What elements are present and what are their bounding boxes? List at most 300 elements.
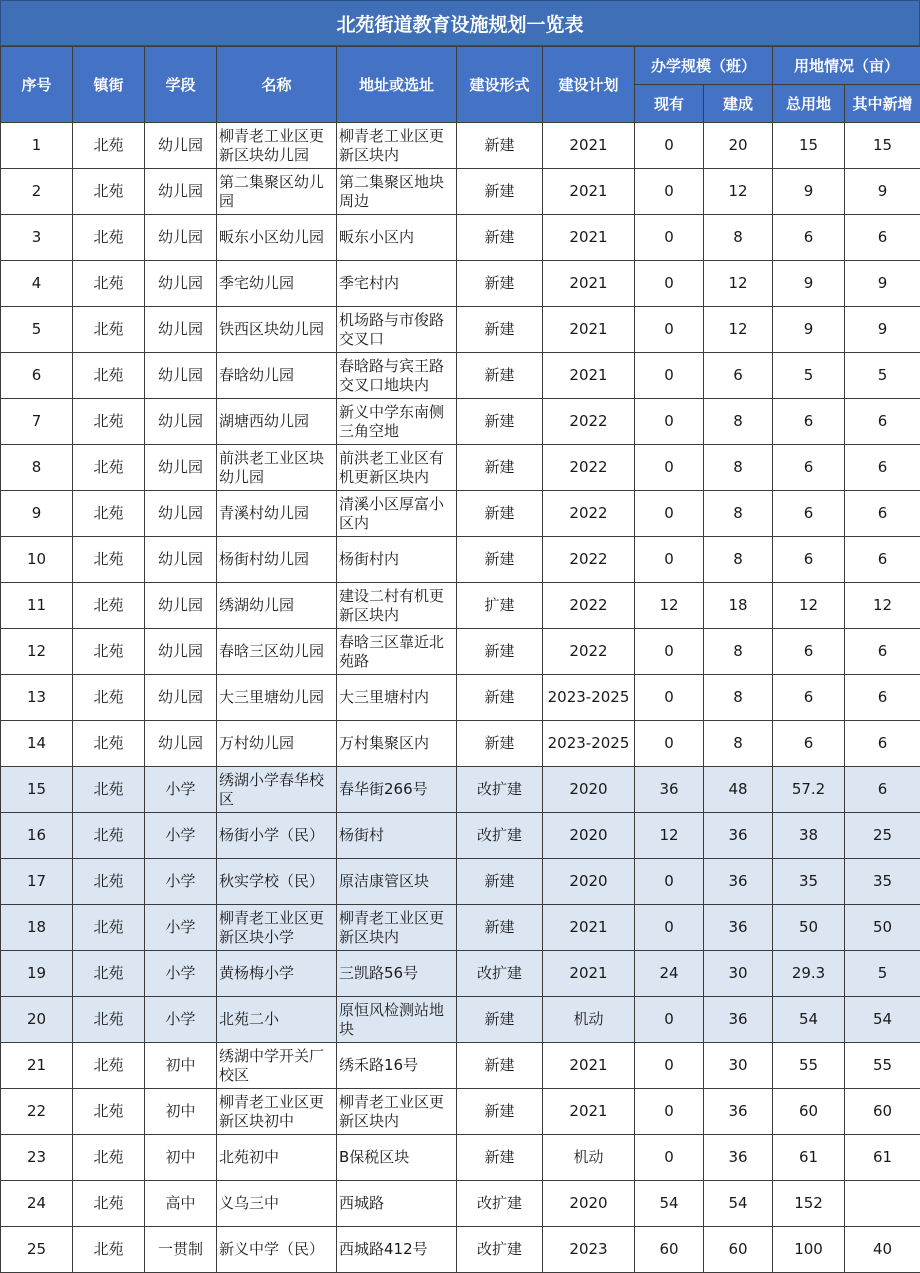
cell-land-new: 6 (845, 399, 920, 445)
cell-stage: 幼儿园 (145, 215, 217, 261)
cell-scale-build: 12 (704, 307, 773, 353)
cell-form: 改扩建 (457, 767, 543, 813)
cell-form: 新建 (457, 123, 543, 169)
cell-scale-now: 36 (635, 767, 704, 813)
cell-form: 新建 (457, 905, 543, 951)
cell-plan: 2021 (543, 215, 635, 261)
table-row (1, 675, 920, 721)
cell-plan: 2020 (543, 813, 635, 859)
cell-seq: 17 (1, 859, 73, 905)
cell-town: 北苑 (73, 721, 145, 767)
header-scale-now: 现有 (635, 85, 704, 123)
cell-scale-build: 18 (704, 583, 773, 629)
cell-stage: 小学 (145, 997, 217, 1043)
cell-land-total: 9 (773, 261, 845, 307)
cell-land-total: 54 (773, 997, 845, 1043)
cell-address: 杨街村 (337, 813, 457, 859)
cell-name: 季宅幼儿园 (217, 261, 337, 307)
cell-scale-now: 0 (635, 307, 704, 353)
table-row (1, 307, 920, 353)
cell-scale-build: 36 (704, 813, 773, 859)
cell-land-total: 55 (773, 1043, 845, 1089)
cell-scale-build: 6 (704, 353, 773, 399)
cell-plan: 2021 (543, 261, 635, 307)
cell-scale-build: 54 (704, 1181, 773, 1227)
cell-seq: 6 (1, 353, 73, 399)
cell-plan: 2023 (543, 1227, 635, 1273)
cell-name: 杨街村幼儿园 (217, 537, 337, 583)
cell-land-total: 6 (773, 491, 845, 537)
cell-stage: 小学 (145, 767, 217, 813)
header-land: 用地情况（亩） (773, 47, 920, 85)
cell-plan: 2022 (543, 537, 635, 583)
cell-name: 湖塘西幼儿园 (217, 399, 337, 445)
cell-form: 改扩建 (457, 951, 543, 997)
cell-stage: 幼儿园 (145, 491, 217, 537)
cell-town: 北苑 (73, 859, 145, 905)
cell-plan: 2021 (543, 169, 635, 215)
cell-land-total: 6 (773, 629, 845, 675)
cell-scale-now: 0 (635, 537, 704, 583)
cell-address: 春晗三区靠近北苑路 (337, 629, 457, 675)
cell-form: 改扩建 (457, 1181, 543, 1227)
cell-stage: 小学 (145, 813, 217, 859)
table-row (1, 859, 920, 905)
cell-stage: 幼儿园 (145, 675, 217, 721)
cell-name: 柳青老工业区更新区块初中 (217, 1089, 337, 1135)
cell-land-total: 57.2 (773, 767, 845, 813)
cell-address: 绣禾路16号 (337, 1043, 457, 1089)
header-land-new: 其中新增 (845, 85, 920, 123)
cell-land-new: 25 (845, 813, 920, 859)
cell-name: 绣湖小学春华校区 (217, 767, 337, 813)
table-row (1, 629, 920, 675)
header-land-total: 总用地 (773, 85, 845, 123)
cell-land-total: 5 (773, 353, 845, 399)
cell-name: 前洪老工业区块幼儿园 (217, 445, 337, 491)
table-row (1, 491, 920, 537)
table-row (1, 767, 920, 813)
cell-scale-build: 8 (704, 675, 773, 721)
cell-stage: 幼儿园 (145, 629, 217, 675)
cell-scale-now: 0 (635, 353, 704, 399)
cell-seq: 19 (1, 951, 73, 997)
cell-land-new: 61 (845, 1135, 920, 1181)
cell-seq: 15 (1, 767, 73, 813)
cell-scale-build: 48 (704, 767, 773, 813)
cell-seq: 5 (1, 307, 73, 353)
cell-form: 新建 (457, 445, 543, 491)
cell-name: 秋实学校（民） (217, 859, 337, 905)
cell-address: 原恒风检测站地块 (337, 997, 457, 1043)
cell-plan: 2021 (543, 1043, 635, 1089)
cell-land-new: 12 (845, 583, 920, 629)
cell-land-total: 6 (773, 445, 845, 491)
table-row (1, 905, 920, 951)
cell-scale-build: 8 (704, 399, 773, 445)
cell-land-total: 61 (773, 1135, 845, 1181)
table-row (1, 261, 920, 307)
table-row (1, 123, 920, 169)
cell-name: 绣湖幼儿园 (217, 583, 337, 629)
cell-scale-now: 0 (635, 169, 704, 215)
cell-form: 新建 (457, 1043, 543, 1089)
cell-scale-build: 36 (704, 905, 773, 951)
cell-land-new: 5 (845, 353, 920, 399)
cell-land-total: 12 (773, 583, 845, 629)
cell-plan: 2021 (543, 123, 635, 169)
cell-address: 春晗路与宾王路交叉口地块内 (337, 353, 457, 399)
cell-plan: 2022 (543, 445, 635, 491)
cell-address: B保税区块 (337, 1135, 457, 1181)
cell-address: 柳青老工业区更新区块内 (337, 1089, 457, 1135)
cell-form: 改扩建 (457, 813, 543, 859)
cell-land-new: 6 (845, 215, 920, 261)
cell-stage: 小学 (145, 951, 217, 997)
cell-land-new: 15 (845, 123, 920, 169)
cell-town: 北苑 (73, 1227, 145, 1273)
cell-town: 北苑 (73, 1181, 145, 1227)
cell-stage: 初中 (145, 1089, 217, 1135)
cell-plan: 2021 (543, 353, 635, 399)
cell-name: 春晗幼儿园 (217, 353, 337, 399)
cell-town: 北苑 (73, 629, 145, 675)
cell-land-new: 6 (845, 445, 920, 491)
cell-town: 北苑 (73, 905, 145, 951)
cell-form: 新建 (457, 537, 543, 583)
table-row (1, 813, 920, 859)
cell-form: 新建 (457, 307, 543, 353)
cell-stage: 幼儿园 (145, 123, 217, 169)
cell-scale-now: 0 (635, 491, 704, 537)
table-row (1, 1135, 920, 1181)
cell-stage: 幼儿园 (145, 537, 217, 583)
header-seq: 序号 (1, 47, 73, 123)
cell-town: 北苑 (73, 997, 145, 1043)
cell-name: 第二集聚区幼儿园 (217, 169, 337, 215)
cell-scale-now: 0 (635, 629, 704, 675)
cell-land-new (845, 1181, 920, 1227)
cell-scale-now: 0 (635, 215, 704, 261)
header-stage: 学段 (145, 47, 217, 123)
cell-seq: 10 (1, 537, 73, 583)
cell-land-new: 9 (845, 261, 920, 307)
header-scale-build: 建成 (704, 85, 773, 123)
cell-name: 铁西区块幼儿园 (217, 307, 337, 353)
cell-plan: 2020 (543, 1181, 635, 1227)
cell-scale-now: 0 (635, 445, 704, 491)
cell-land-new: 35 (845, 859, 920, 905)
cell-seq: 2 (1, 169, 73, 215)
cell-scale-build: 36 (704, 859, 773, 905)
cell-town: 北苑 (73, 951, 145, 997)
cell-scale-build: 36 (704, 997, 773, 1043)
cell-land-new: 55 (845, 1043, 920, 1089)
cell-scale-build: 20 (704, 123, 773, 169)
cell-name: 青溪村幼儿园 (217, 491, 337, 537)
table-row (1, 353, 920, 399)
cell-scale-build: 60 (704, 1227, 773, 1273)
cell-scale-build: 8 (704, 491, 773, 537)
table-row (1, 1043, 920, 1089)
cell-town: 北苑 (73, 813, 145, 859)
cell-land-total: 50 (773, 905, 845, 951)
cell-seq: 18 (1, 905, 73, 951)
cell-stage: 幼儿园 (145, 445, 217, 491)
cell-plan: 2022 (543, 399, 635, 445)
cell-town: 北苑 (73, 1089, 145, 1135)
cell-land-total: 6 (773, 537, 845, 583)
cell-seq: 11 (1, 583, 73, 629)
cell-stage: 幼儿园 (145, 721, 217, 767)
cell-stage: 幼儿园 (145, 169, 217, 215)
cell-scale-build: 30 (704, 1043, 773, 1089)
header-scale: 办学规模（班） (635, 47, 773, 85)
cell-address: 建设二村有机更新区块内 (337, 583, 457, 629)
cell-form: 新建 (457, 1135, 543, 1181)
cell-stage: 初中 (145, 1043, 217, 1089)
cell-address: 大三里塘村内 (337, 675, 457, 721)
cell-scale-build: 30 (704, 951, 773, 997)
cell-form: 新建 (457, 629, 543, 675)
cell-form: 新建 (457, 721, 543, 767)
header-town: 镇街 (73, 47, 145, 123)
cell-land-new: 60 (845, 1089, 920, 1135)
cell-land-new: 9 (845, 307, 920, 353)
header-name: 名称 (217, 47, 337, 123)
cell-stage: 小学 (145, 859, 217, 905)
cell-stage: 幼儿园 (145, 399, 217, 445)
cell-seq: 14 (1, 721, 73, 767)
cell-town: 北苑 (73, 445, 145, 491)
cell-town: 北苑 (73, 353, 145, 399)
cell-land-new: 6 (845, 629, 920, 675)
cell-address: 季宅村内 (337, 261, 457, 307)
cell-seq: 24 (1, 1181, 73, 1227)
cell-name: 畈东小区幼儿园 (217, 215, 337, 261)
cell-name: 新义中学（民） (217, 1227, 337, 1273)
cell-stage: 小学 (145, 905, 217, 951)
cell-form: 改扩建 (457, 1227, 543, 1273)
cell-name: 春晗三区幼儿园 (217, 629, 337, 675)
table-row (1, 951, 920, 997)
cell-town: 北苑 (73, 169, 145, 215)
cell-plan: 2021 (543, 905, 635, 951)
cell-plan: 2022 (543, 629, 635, 675)
cell-form: 新建 (457, 215, 543, 261)
cell-plan: 2021 (543, 307, 635, 353)
cell-land-total: 35 (773, 859, 845, 905)
cell-name: 绣湖中学开关厂校区 (217, 1043, 337, 1089)
cell-land-total: 6 (773, 399, 845, 445)
cell-scale-build: 8 (704, 445, 773, 491)
cell-plan: 2021 (543, 1089, 635, 1135)
cell-land-new: 54 (845, 997, 920, 1043)
cell-scale-now: 0 (635, 399, 704, 445)
cell-address: 前洪老工业区有机更新区块内 (337, 445, 457, 491)
cell-form: 新建 (457, 169, 543, 215)
cell-address: 清溪小区厚富小区内 (337, 491, 457, 537)
table-row (1, 997, 920, 1043)
cell-seq: 4 (1, 261, 73, 307)
cell-plan: 2022 (543, 491, 635, 537)
cell-name: 北苑二小 (217, 997, 337, 1043)
cell-address: 畈东小区内 (337, 215, 457, 261)
cell-plan: 2020 (543, 767, 635, 813)
cell-stage: 高中 (145, 1181, 217, 1227)
cell-form: 新建 (457, 1089, 543, 1135)
cell-seq: 25 (1, 1227, 73, 1273)
cell-scale-now: 12 (635, 583, 704, 629)
cell-address: 机场路与市俊路交叉口 (337, 307, 457, 353)
cell-scale-now: 0 (635, 1135, 704, 1181)
cell-town: 北苑 (73, 1043, 145, 1089)
cell-scale-now: 54 (635, 1181, 704, 1227)
cell-scale-now: 12 (635, 813, 704, 859)
cell-address: 春华街266号 (337, 767, 457, 813)
cell-scale-now: 60 (635, 1227, 704, 1273)
cell-town: 北苑 (73, 537, 145, 583)
cell-stage: 幼儿园 (145, 353, 217, 399)
cell-land-new: 6 (845, 537, 920, 583)
cell-name: 义乌三中 (217, 1181, 337, 1227)
cell-town: 北苑 (73, 675, 145, 721)
cell-scale-now: 0 (635, 261, 704, 307)
cell-seq: 12 (1, 629, 73, 675)
cell-stage: 幼儿园 (145, 583, 217, 629)
cell-address: 柳青老工业区更新区块内 (337, 123, 457, 169)
cell-scale-build: 12 (704, 261, 773, 307)
cell-address: 西城路 (337, 1181, 457, 1227)
cell-town: 北苑 (73, 261, 145, 307)
cell-land-total: 29.3 (773, 951, 845, 997)
cell-seq: 3 (1, 215, 73, 261)
cell-plan: 2021 (543, 951, 635, 997)
cell-scale-build: 36 (704, 1089, 773, 1135)
cell-plan: 机动 (543, 1135, 635, 1181)
cell-plan: 2023-2025 (543, 675, 635, 721)
cell-scale-now: 0 (635, 905, 704, 951)
cell-form: 新建 (457, 261, 543, 307)
cell-seq: 9 (1, 491, 73, 537)
table-row (1, 169, 920, 215)
cell-address: 万村集聚区内 (337, 721, 457, 767)
cell-town: 北苑 (73, 215, 145, 261)
header-address: 地址或选址 (337, 47, 457, 123)
table-row (1, 399, 920, 445)
table-row (1, 215, 920, 261)
cell-land-total: 9 (773, 169, 845, 215)
cell-land-total: 15 (773, 123, 845, 169)
cell-land-total: 9 (773, 307, 845, 353)
cell-seq: 20 (1, 997, 73, 1043)
table-row (1, 583, 920, 629)
header-form: 建设形式 (457, 47, 543, 123)
table-row (1, 1089, 920, 1135)
cell-land-total: 152 (773, 1181, 845, 1227)
cell-stage: 幼儿园 (145, 261, 217, 307)
cell-name: 大三里塘幼儿园 (217, 675, 337, 721)
cell-scale-now: 0 (635, 1089, 704, 1135)
cell-form: 扩建 (457, 583, 543, 629)
cell-scale-now: 0 (635, 721, 704, 767)
cell-town: 北苑 (73, 399, 145, 445)
table-row (1, 1227, 920, 1273)
cell-land-new: 6 (845, 675, 920, 721)
header-plan: 建设计划 (543, 47, 635, 123)
cell-name: 柳青老工业区更新区块幼儿园 (217, 123, 337, 169)
cell-town: 北苑 (73, 123, 145, 169)
cell-town: 北苑 (73, 583, 145, 629)
cell-town: 北苑 (73, 767, 145, 813)
cell-address: 新义中学东南侧三角空地 (337, 399, 457, 445)
cell-form: 新建 (457, 491, 543, 537)
cell-address: 第二集聚区地块周边 (337, 169, 457, 215)
cell-plan: 2023-2025 (543, 721, 635, 767)
cell-scale-now: 0 (635, 859, 704, 905)
cell-form: 新建 (457, 675, 543, 721)
cell-form: 新建 (457, 353, 543, 399)
table-body (1, 123, 920, 1273)
cell-seq: 22 (1, 1089, 73, 1135)
cell-scale-now: 0 (635, 997, 704, 1043)
cell-land-new: 6 (845, 767, 920, 813)
cell-scale-build: 8 (704, 215, 773, 261)
cell-stage: 一贯制 (145, 1227, 217, 1273)
cell-town: 北苑 (73, 1135, 145, 1181)
cell-seq: 21 (1, 1043, 73, 1089)
table-row (1, 537, 920, 583)
cell-name: 杨街小学（民） (217, 813, 337, 859)
cell-plan: 2020 (543, 859, 635, 905)
cell-plan: 机动 (543, 997, 635, 1043)
table-row (1, 445, 920, 491)
cell-scale-now: 24 (635, 951, 704, 997)
cell-stage: 幼儿园 (145, 307, 217, 353)
cell-land-new: 5 (845, 951, 920, 997)
cell-scale-now: 0 (635, 1043, 704, 1089)
cell-scale-build: 8 (704, 629, 773, 675)
cell-name: 柳青老工业区更新区块小学 (217, 905, 337, 951)
cell-address: 杨街村内 (337, 537, 457, 583)
cell-seq: 23 (1, 1135, 73, 1181)
cell-land-new: 6 (845, 721, 920, 767)
cell-seq: 7 (1, 399, 73, 445)
cell-stage: 初中 (145, 1135, 217, 1181)
table-row (1, 1181, 920, 1227)
cell-seq: 8 (1, 445, 73, 491)
facility-table (0, 46, 920, 1273)
cell-plan: 2022 (543, 583, 635, 629)
cell-seq: 13 (1, 675, 73, 721)
cell-land-new: 6 (845, 491, 920, 537)
cell-address: 柳青老工业区更新区块内 (337, 905, 457, 951)
cell-seq: 16 (1, 813, 73, 859)
cell-scale-now: 0 (635, 123, 704, 169)
cell-form: 新建 (457, 399, 543, 445)
cell-name: 北苑初中 (217, 1135, 337, 1181)
page-title: 北苑街道教育设施规划一览表 (0, 0, 920, 46)
cell-land-total: 38 (773, 813, 845, 859)
cell-name: 万村幼儿园 (217, 721, 337, 767)
cell-land-new: 50 (845, 905, 920, 951)
cell-address: 原洁康管区块 (337, 859, 457, 905)
cell-land-total: 100 (773, 1227, 845, 1273)
cell-address: 三凯路56号 (337, 951, 457, 997)
cell-address: 西城路412号 (337, 1227, 457, 1273)
cell-land-new: 9 (845, 169, 920, 215)
cell-town: 北苑 (73, 307, 145, 353)
